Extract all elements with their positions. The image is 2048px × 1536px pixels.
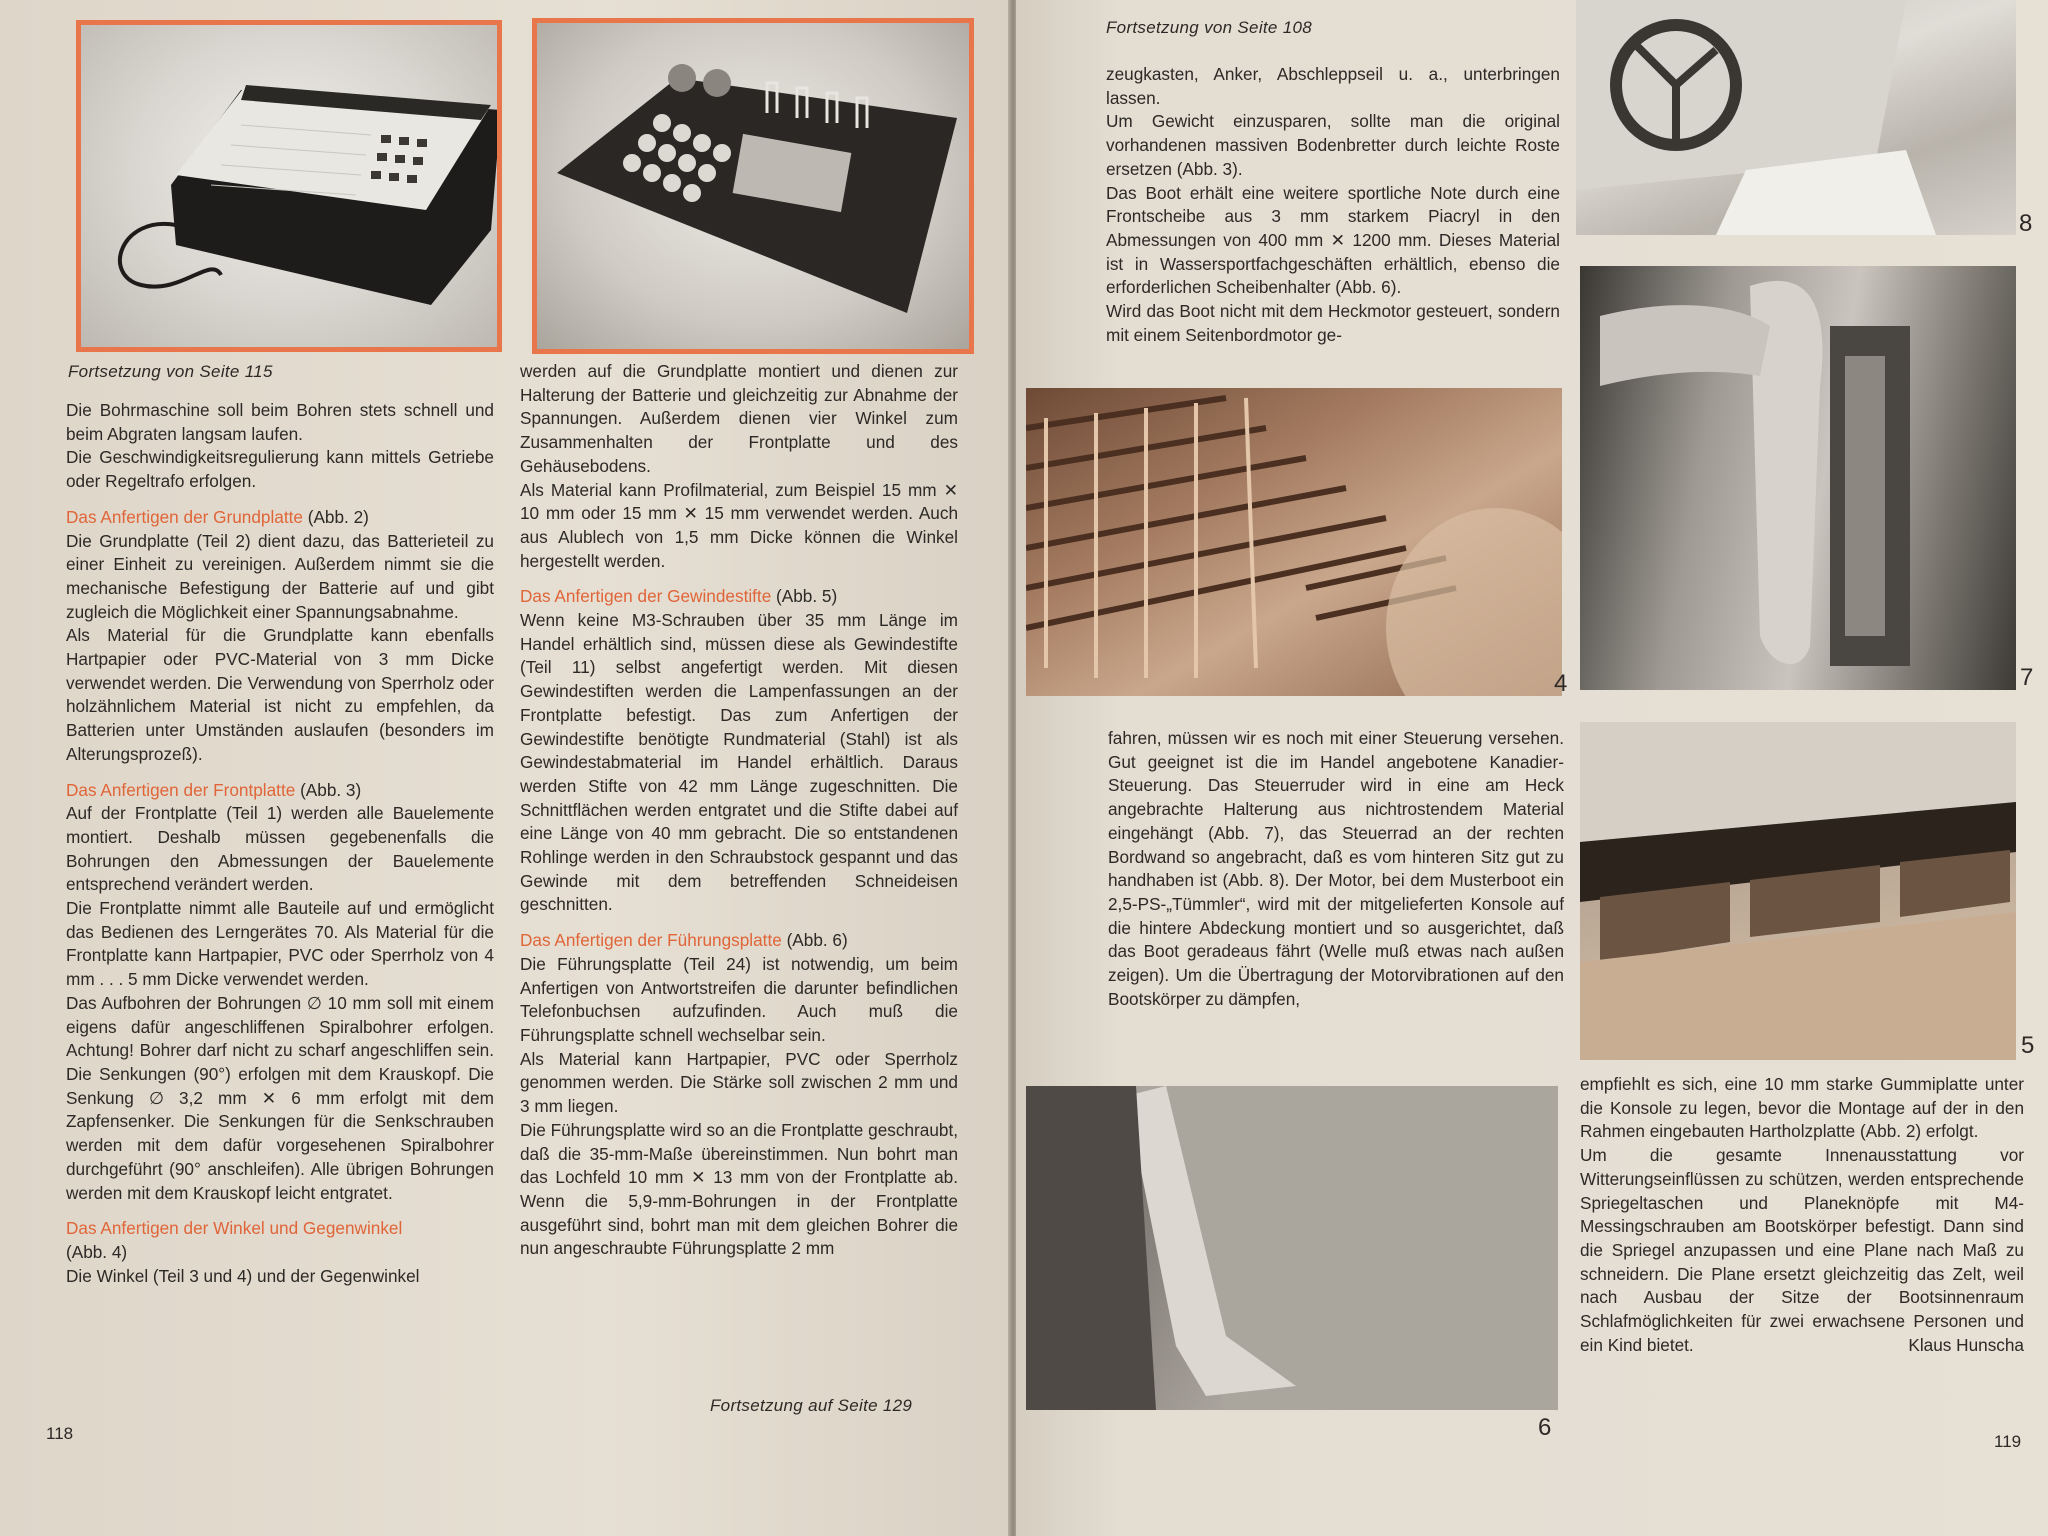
left-column-1 — [66, 399, 494, 1288]
caption-continued-on: Fortsetzung auf Seite 129 — [710, 1396, 913, 1415]
paragraph: Um die gesamte Innenausstattung vor Witterungseinflüssen zu schützen, werden entsprechende Spriegeltaschen und Planeknöpfe mit M4-Messingschrauben am Bootskörper befestigt. Dann sind die Spriegel anzupassen und eine Plane nach Maß zu schneidern. Die Plane ersetzt gleichzeitig das Zelt, weil nach Ausbau der Sitze der Bootsinnenraum Schlafmöglichkeiten für zwei erwachsene Personen und ein Kind bietet. Klaus Hunscha — [1580, 1144, 2024, 1357]
paragraph: Das Boot erhält eine weitere sportliche Note durch eine Frontscheibe aus 3 mm starkem Piacryl in den Abmessungen von 400 mm ✕ 1200 mm. Dieses Material ist in Wassersportfachgeschäften erhältlich, ebenso die erforderlichen Scheibenhalter (Abb. 6). — [1106, 182, 1560, 298]
paragraph: empfiehlt es sich, eine 10 mm starke Gummiplatte unter die Konsole zu legen, bevor die Montage auf der in den Rahmen eingebauten Hartholzplatte (Abb. 2) erfolgt. — [1580, 1074, 2024, 1142]
section-heading-gewindestifte: Das Anfertigen der Gewindestifte (Abb. 5) — [520, 586, 838, 607]
figure-number: 5 — [2021, 1032, 2035, 1059]
section-heading-winkel: Das Anfertigen der Winkel und Gegenwinkel — [66, 1218, 403, 1239]
right-column-top — [1106, 63, 1560, 347]
figure-6-windscreen — [1026, 1086, 1558, 1410]
figure-5-storage-compartment — [1580, 722, 2016, 1060]
section-heading-fuehrungsplatte: Das Anfertigen der Führungsplatte (Abb. 6) — [520, 930, 848, 951]
section-heading-grundplatte: Das Anfertigen der Grundplatte (Abb. 2) — [66, 506, 369, 527]
floor-grates-illustration — [1026, 388, 1562, 696]
paragraph: zeugkasten, Anker, Abschleppseil u. a., unterbringen lassen. — [1106, 64, 1560, 108]
caption-continued-from: Fortsetzung von Seite 115 — [68, 362, 273, 381]
storage-compartment-illustration — [1580, 722, 2016, 1060]
paragraph: (Abb. 4) — [66, 1241, 128, 1262]
left-column-2 — [520, 360, 958, 1261]
paragraph: Das Aufbohren der Bohrungen ∅ 10 mm soll mit einem eigens dafür angeschliffenen Spiralbohrer erfolgen. Achtung! Bohrer darf nicht zu scharf angeschliffen sein. Die Senkungen (90°) erfolgen mit dem Krauskopf. Die Senkung ∅ 3,2 mm ✕ 6 mm erfolgt mit dem Zapfensenker. Die Senkungen für die Senkschrauben werden mit dem dafür vorgesehenen Spiralbohrer durchgeführt (90° anschleifen). Alle übrigen Bohrungen werden mit dem Krauskopf leicht entgratet. — [66, 992, 494, 1203]
right-page — [1016, 0, 2048, 1536]
paragraph: Um Gewicht einzusparen, sollte man die original vorhandenen massiven Bodenbretter durch leichte Roste ersetzen (Abb. 3). — [1106, 111, 1560, 179]
lerngeraet-case-illustration — [81, 25, 497, 347]
paragraph: Als Material kann Hartpapier, PVC oder Sperrholz genommen werden. Die Stärke soll zwischen 2 mm und 3 mm liegen. — [520, 1048, 958, 1117]
rudder-illustration — [1580, 266, 2016, 690]
paragraph: Die Bohrmaschine soll beim Bohren stets schnell und beim Abgraten langsam laufen. — [66, 400, 494, 444]
paragraph: Die Führungsplatte wird so an die Frontplatte geschraubt, daß die 35-mm-Maße übereinstimmen. Nun bohrt man das Lochfeld 10 mm ✕ 13 mm von der Frontplatte ab. Wenn die 5,9-mm-Bohrungen in der Frontplatte ausgeführt sind, bohrt man mit dem gleichen Bohrer die nun angeschraubte Führungsplatte 2 mm — [520, 1119, 958, 1259]
figure-8-steering-wheel — [1576, 0, 2016, 235]
figure-lerngeraet-grundplatte — [532, 18, 974, 354]
figure-number: 4 — [1554, 670, 1568, 697]
figure-number: 7 — [2020, 664, 2034, 691]
steering-wheel-illustration — [1576, 0, 2016, 235]
right-column-right — [1580, 1073, 2024, 1357]
page-number: 118 — [46, 1424, 74, 1443]
caption-continued-from: Fortsetzung von Seite 108 — [1106, 18, 1312, 37]
paragraph: werden auf die Grundplatte montiert und dienen zur Halterung der Batterie und gleichzeitig zur Abnahme der Spannungen. Außerdem dienen vier Winkel zum Zusammenhalten der Frontplatte und des Gehäusebodens. — [520, 361, 958, 476]
figure-7-rudder — [1580, 266, 2016, 690]
left-page — [0, 0, 1010, 1536]
paragraph: Die Geschwindigkeitsregulierung kann mittels Getriebe oder Regeltrafo erfolgen. — [66, 447, 494, 492]
paragraph: Als Material für die Grundplatte kann ebenfalls Hartpapier oder PVC-Material von 3 mm Dicke verwendet werden. Die Verwendung von Sperrholz oder holzähnlichem Material ist nicht zu empfehlen, da Batterien unter Umständen auslaufen (besonders im Alterungsprozeß). — [66, 625, 494, 764]
grundplatte-illustration — [537, 23, 969, 349]
figure-lerngeraet-case — [76, 20, 502, 352]
author-signature: Klaus Hunscha — [1908, 1334, 2024, 1355]
section-heading-frontplatte: Das Anfertigen der Frontplatte (Abb. 3) — [66, 779, 362, 800]
paragraph: Die Grundplatte (Teil 2) dient dazu, das Batterieteil zu einer Einheit zu vereinigen. Außerdem nimmt sie die mechanische Befestigung der Batterie auf und gibt zugleich die Möglichkeit einer Spannungsabnahme. — [66, 530, 494, 622]
paragraph: Wenn keine M3-Schrauben über 35 mm Länge im Handel erhältlich sind, müssen diese als Gewindestifte (Teil 11) selbst angefertigt werden. Mit diesen Gewindestiften werden die Lampenfassungen an der Frontplatte befestigt. Das zum Anfertigen der Gewindestifte benötigte Rundmaterial (Stahl) ist als Gewindestabmaterial im Handel erhältlich. Daraus werden Stifte von 42 mm Länge zugeschnitten. Die Schnittflächen werden entgratet und die Stifte dabei auf eine Länge von 40 mm gebracht. Die so entstandenen Rohlinge werden in den Schraubstock gespannt und das Gewinde mit dem betreffenden Schneideisen geschnitten. — [520, 610, 958, 915]
paragraph: Wird das Boot nicht mit dem Heckmotor gesteuert, sondern mit einem Seitenbordmotor ge- — [1106, 301, 1560, 345]
paragraph: Auf der Frontplatte (Teil 1) werden alle Bauelemente montiert. Deshalb müssen gegebenenfalls die Bohrungen den Abmessungen der Bauelemente entsprechend verändert werden. — [66, 803, 494, 895]
figure-number: 8 — [2019, 210, 2033, 237]
figure-number: 6 — [1538, 1414, 1552, 1441]
paragraph: Die Führungsplatte (Teil 24) ist notwendig, um beim Anfertigen von Antwortstreifen die darunter befindlichen Telefonbuchsen aufzufinden. Auch muß die Führungsplatte schnell wechselbar sein. — [520, 953, 958, 1045]
paragraph: fahren, müssen wir es noch mit einer Steuerung versehen. Gut geeignet ist die im Handel angebotene Kanadier-Steuerung. Das Steuerruder wird in eine am Heck angebrachte Halterung aus nichtrostendem Material eingehängt (Abb. 7), das Steuerrad an der rechten Bordwand so angebracht, daß es vom hinteren Sitz gut zu handhaben ist (Abb. 8). Der Motor, bei dem Musterboot ein 2,5-PS-„Tümmler“, wird mit der mitgelieferten Konsole auf die hintere Abdeckung montiert und so ausgerichtet, daß das Boot geradeaus fährt (Welle muß etwas nach außen zeigen). Um die Übertragung der Motorvibrationen auf den Bootskörper zu dämpfen, — [1108, 728, 1564, 1009]
windscreen-illustration — [1026, 1086, 1558, 1410]
paragraph: Die Winkel (Teil 3 und 4) und der Gegenwinkel — [66, 1265, 420, 1286]
right-column-mid — [1108, 727, 1564, 1011]
paragraph: Die Frontplatte nimmt alle Bauteile auf und ermöglicht das Bedienen des Lerngerätes 70. Als Material für die Frontplatte kann Hartpapier, PVC oder Sperrholz von 4 mm . . . 5 mm Dicke verwendet werden. — [66, 898, 494, 990]
figure-4-floor-grates — [1026, 388, 1562, 696]
page-number: 119 — [1994, 1432, 2022, 1451]
paragraph: Als Material kann Profilmaterial, zum Beispiel 15 mm ✕ 10 mm oder 15 mm ✕ 15 mm verwendet werden. Auch aus Alublech von 1,5 mm Dicke können die Winkel hergestellt werden. — [520, 479, 958, 571]
